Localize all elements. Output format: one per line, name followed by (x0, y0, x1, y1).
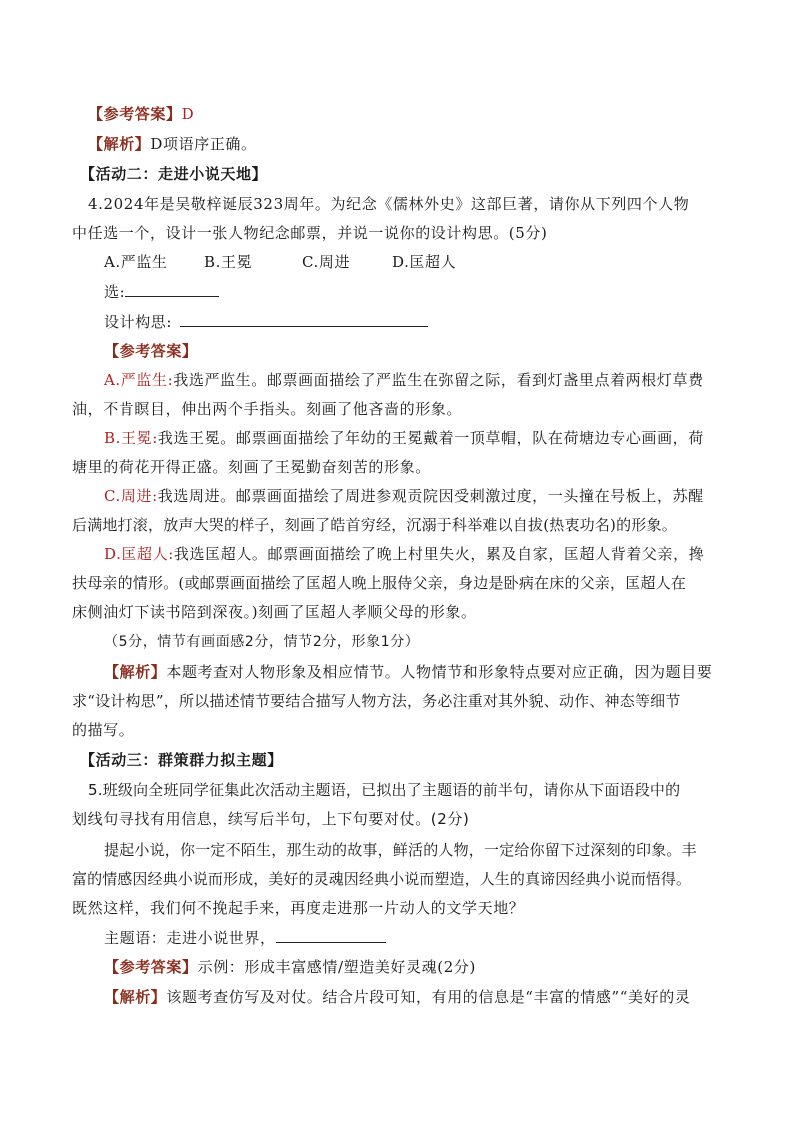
ref-answer-label: 【参考答案】 (88, 105, 182, 123)
option-c: C.周进 (302, 253, 351, 271)
q5-analysis-text: 该题考查仿写及对仗。结合片段可知，有用的信息是“丰富的情感”“美好的灵 (166, 988, 691, 1006)
q5-ref-label: 【参考答案】 (104, 958, 198, 976)
option-d: D.匡超人 (392, 253, 457, 271)
q4-analysis-text: 本题考查对人物形象及相应情节。人物情节和形象特点要对应正确，因为题目要 (166, 663, 713, 681)
q4-scoring: （5分，情节有画面感2分，情节2分，形象1分） (104, 634, 420, 650)
activity3-heading: 【活动三：群策群力拟主题】 (80, 751, 283, 769)
design-label: 设计构思: (104, 313, 173, 331)
analysis-text: D项语序正确。 (150, 135, 257, 153)
answer-b-label: B.王冕: (104, 429, 158, 447)
answer-a-text: 我选严监生。邮票画面描绘了严监生在弥留之际，看到灯盏里点着两根灯草费 (173, 371, 704, 389)
q4-options (104, 252, 764, 272)
design-blank[interactable] (180, 312, 428, 327)
answer-b-line1 (104, 428, 764, 448)
analysis-label: 【解析】 (88, 135, 151, 153)
answer-c-line2: 后满地打滚，放声大哭的样子，刻画了皓首穷经，沉溺于科举难以自拔(热衷功名)的形象。 (72, 516, 677, 534)
answer-d-line1 (104, 544, 764, 564)
q3-reference-answer (88, 104, 748, 124)
activity2-heading: 【活动二：走进小说天地】 (80, 165, 268, 183)
answer-a-label: A.严监生: (104, 371, 174, 389)
q3-analysis (88, 134, 748, 154)
q4-analysis-line1 (104, 662, 764, 682)
q5-reference-answer (104, 957, 764, 977)
answer-c-line1 (104, 486, 764, 506)
q5-stem-line2: 划线句寻找有用信息，续写后半句，上下句要对仗。(2分) (72, 810, 470, 828)
answer-d-label: D.匡超人: (104, 545, 174, 563)
select-label: 选: (104, 283, 126, 301)
ref-answer-value: D (181, 105, 195, 123)
q4-analysis-line2: 求“设计构思”，所以描述情节要结合描写人物方法，务必注重对其外貌、动作、神态等细节 (72, 692, 681, 710)
theme-label: 主题语：走进小说世界， (104, 929, 276, 947)
q5-theme-line (104, 928, 764, 948)
q5-ref-text: 示例：形成丰富感情/塑造美好灵魂(2分) (197, 958, 476, 976)
answer-b-line2: 塘里的荷花开得正盛。刻画了王冕勤奋刻苦的形象。 (72, 458, 431, 476)
q4-analysis-label: 【解析】 (104, 663, 167, 681)
q5-passage-line3: 既然这样，我们何不挽起手来，再度走进那一片动人的文学天地？ (72, 899, 525, 917)
answer-c-label: C.周进: (104, 487, 158, 505)
q5-stem-line1: 5.班级向全班同学征集此次活动主题语，已拟出了主题语的前半句，请你从下面语段中的 (88, 781, 681, 799)
answer-a-line2: 油，不肯瞑目，伸出两个手指头。刻画了他吝啬的形象。 (72, 400, 463, 418)
answer-c-text: 我选周进。邮票画面描绘了周进参观贡院因受刺激过度，一头撞在号板上，苏醒 (157, 487, 704, 505)
q4-select-line (104, 282, 764, 302)
q4-ref-answer-label: 【参考答案】 (104, 342, 198, 360)
q4-stem-line1: 4.2024年是吴敬梓诞辰323周年。为纪念《儒林外史》这部巨著，请你从下列四个人物 (88, 195, 690, 213)
q4-design-line (104, 312, 764, 332)
answer-d-line2: 扶母亲的情形。(或邮票画面描绘了匡超人晚上服侍父亲，身边是卧病在床的父亲，匡超人在 (72, 574, 687, 592)
q4-analysis-line3: 的描写。 (72, 721, 135, 739)
option-b: B.王冕 (204, 253, 253, 271)
option-a: A.严监生 (104, 253, 168, 271)
q5-analysis-label: 【解析】 (104, 988, 167, 1006)
q5-analysis-line1 (104, 987, 764, 1007)
answer-a-line1 (104, 370, 764, 390)
theme-blank[interactable] (276, 928, 386, 943)
q5-passage-line2: 富的情感因经典小说而形成，美好的灵魂因经典小说而塑造，人生的真谛因经典小说而悟得。 (72, 870, 692, 888)
answer-d-line3: 床侧油灯下读书陪到深夜。)刻画了匡超人孝顺父母的形象。 (72, 603, 477, 621)
answer-b-text: 我选王冕。邮票画面描绘了年幼的王冕戴着一顶草帽，队在荷塘边专心画画，荷 (157, 429, 704, 447)
q5-passage-line1: 提起小说，你一定不陌生，那生动的故事，鲜活的人物，一定给你留下过深刻的印象。丰 (104, 841, 697, 859)
answer-d-text: 我选匡超人。邮票画面描绘了晚上村里失火，累及自家，匡超人背着父亲，搀 (173, 545, 705, 563)
q4-stem-line2: 中任选一个，设计一张人物纪念邮票，并说一说你的设计构思。(5分) (72, 224, 548, 242)
select-blank[interactable] (125, 282, 219, 297)
